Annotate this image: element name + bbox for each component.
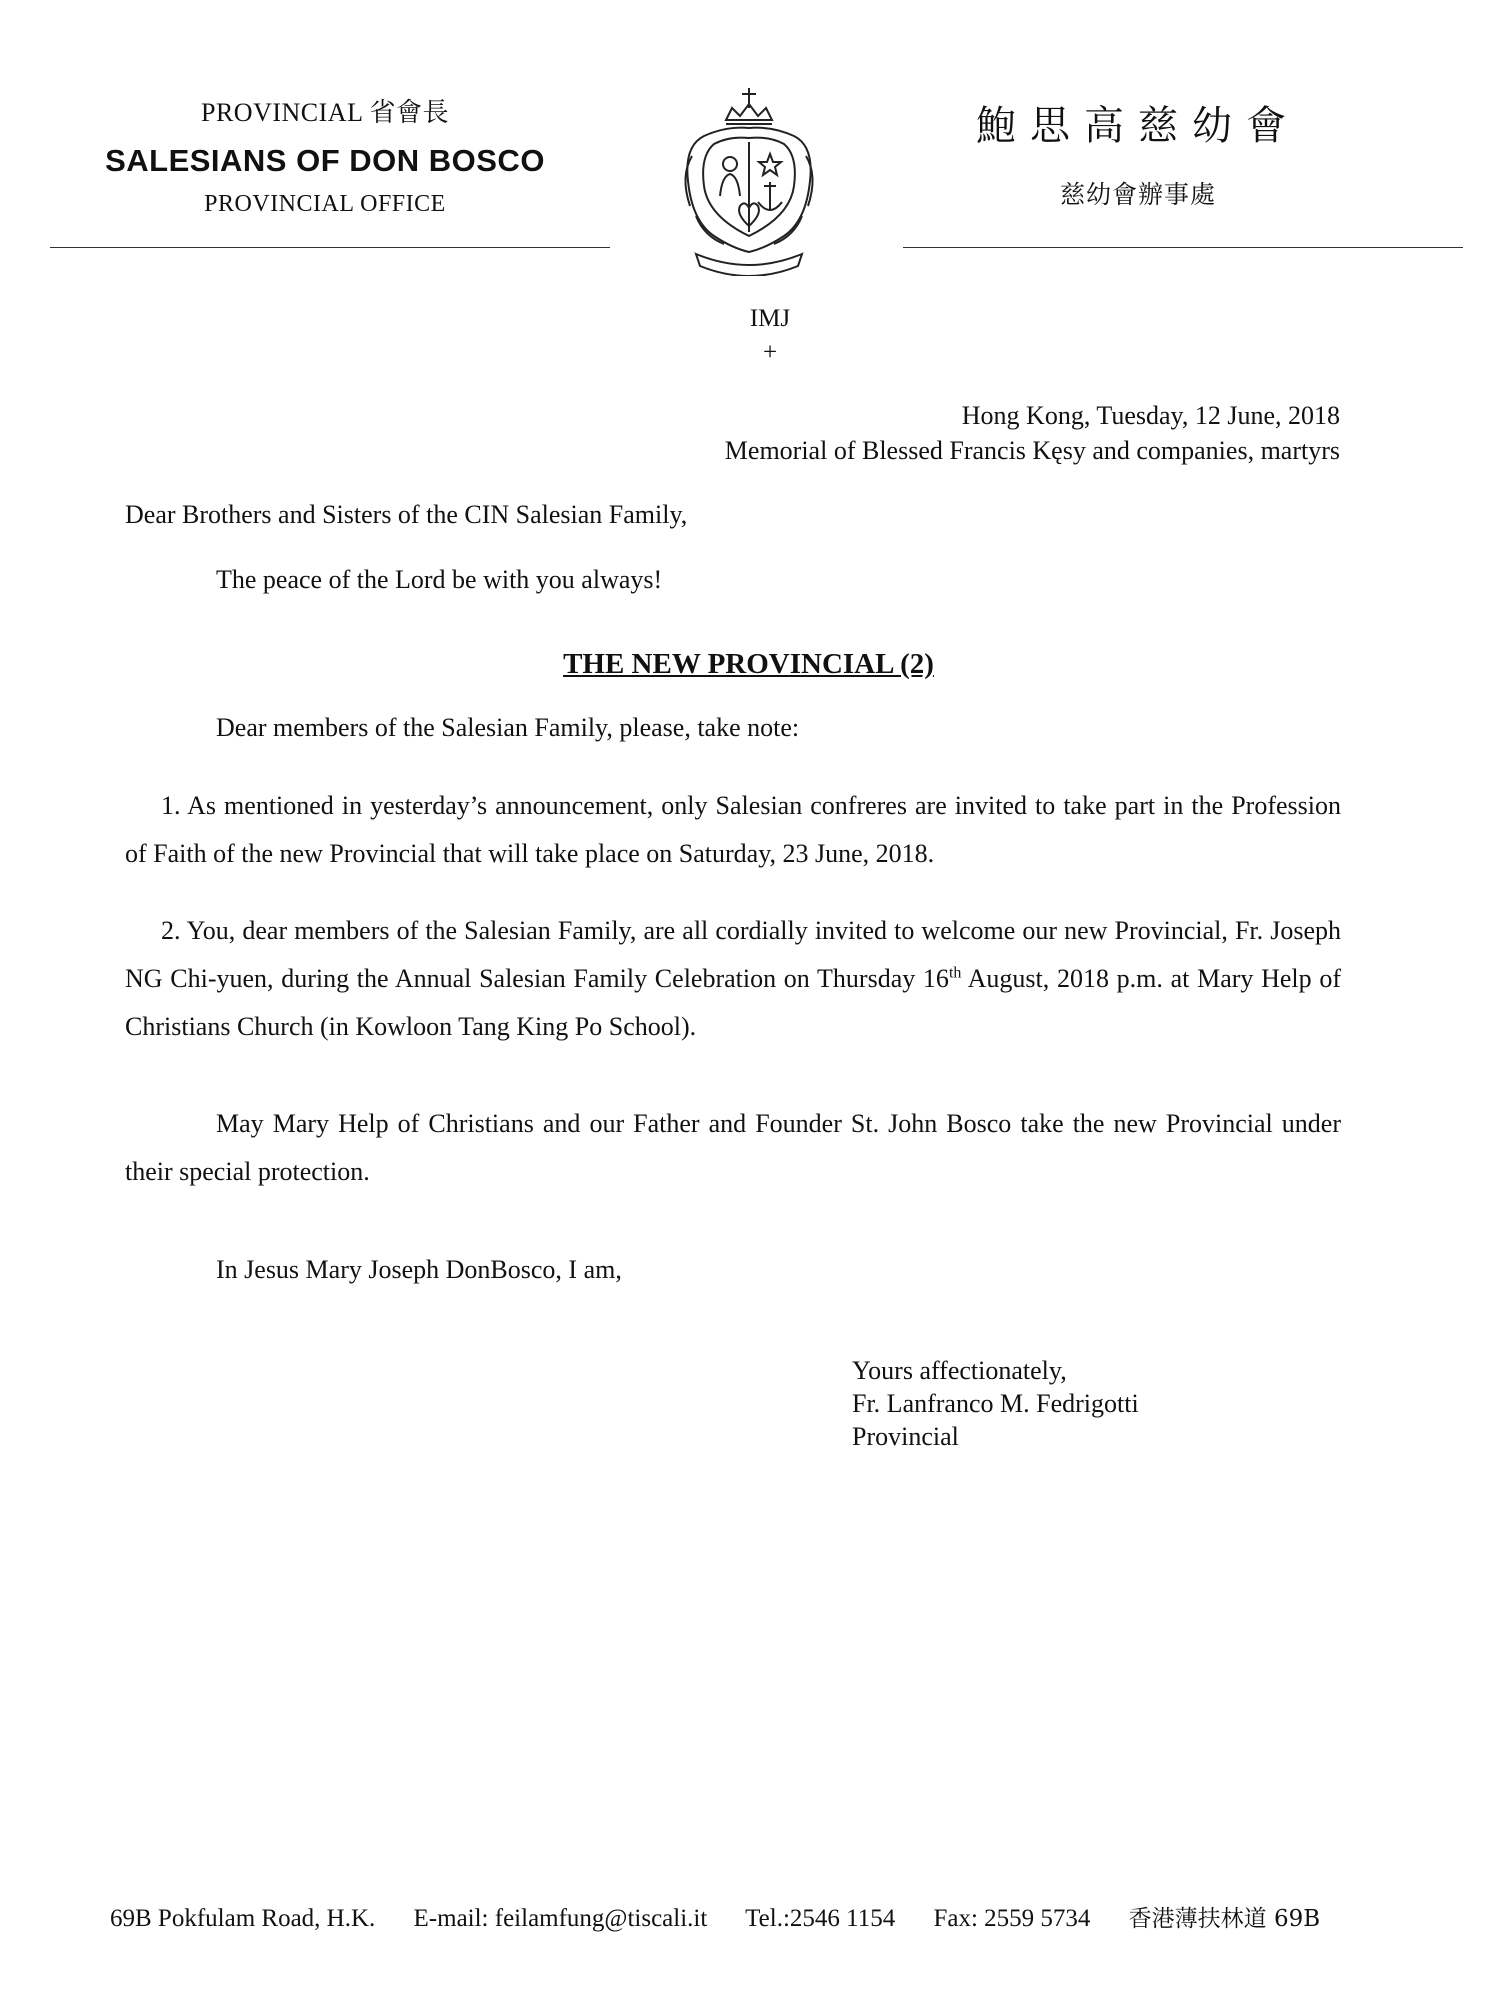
header-rule-left xyxy=(50,247,610,248)
peace-line: The peace of the Lord be with you always! xyxy=(216,565,663,594)
footer-contact xyxy=(110,1900,1320,1933)
ordinal-suffix: th xyxy=(948,964,962,982)
imj-heading xyxy=(700,302,840,370)
footer-tel: Tel.:2546 1154 xyxy=(745,1905,896,1932)
provincial-label: PROVINCIAL 省會長 xyxy=(201,98,449,127)
office-label-cn: 慈幼會辦事處 xyxy=(1059,180,1216,209)
imj-text: IMJ xyxy=(749,305,791,332)
point-1-text: 1. As mentioned in yesterday’s announcement, only Salesian confreres are invited to take part in the Profession of Faith of the new Provincial that will take place on Saturday, 23 June, 2018. xyxy=(125,791,1341,868)
signer-name: Fr. Lanfranco M. Fedrigotti xyxy=(852,1389,1139,1418)
date-block xyxy=(560,398,1340,468)
salesian-crest-icon xyxy=(674,86,824,276)
memorial-line: Memorial of Blessed Francis Kęsy and companies, martyrs xyxy=(724,436,1340,465)
organization-name-cn: 鮑思高慈幼會 xyxy=(976,103,1300,149)
blessing-text: May Mary Help of Christians and our Father and Founder St. John Bosco take the new Provincial under their special protection. xyxy=(125,1109,1341,1186)
footer-address-cn: 香港薄扶林道 69B xyxy=(1128,1906,1321,1932)
footer-fax: Fax: 2559 5734 xyxy=(933,1905,1091,1932)
valediction: Yours affectionately, xyxy=(852,1356,1067,1385)
letter-title: THE NEW PROVINCIAL (2) xyxy=(563,648,934,680)
footer-email: E-mail: feilamfung@tiscali.it xyxy=(413,1905,708,1932)
salutation: Dear Brothers and Sisters of the CIN Salesian Family, xyxy=(125,500,688,529)
letterhead-left xyxy=(40,92,610,218)
office-label: PROVINCIAL OFFICE xyxy=(204,191,446,217)
footer-address: 69B Pokfulam Road, H.K. xyxy=(110,1905,376,1932)
signature-block xyxy=(852,1354,1139,1453)
cross-icon: + xyxy=(762,339,778,366)
take-note-line: Dear members of the Salesian Family, please, take note: xyxy=(216,713,800,742)
point-1 xyxy=(125,782,1341,878)
point-2 xyxy=(125,907,1341,1051)
blessing-paragraph xyxy=(125,1100,1341,1196)
header-rule-right xyxy=(903,247,1463,248)
point-2-text-b: August, 2018 p.m. at Mary Help of Christians Church (in Kowloon Tang King Po School). xyxy=(125,964,1341,1041)
closing-line: In Jesus Mary Joseph DonBosco, I am, xyxy=(216,1255,622,1284)
signer-role: Provincial xyxy=(852,1422,959,1451)
date-line: Hong Kong, Tuesday, 12 June, 2018 xyxy=(961,401,1340,430)
organization-name: SALESIANS OF DON BOSCO xyxy=(105,143,545,178)
point-2-text-a: 2. You, dear members of the Salesian Family, are all cordially invited to welcome our new Provincial, Fr. Joseph NG Chi-yuen, during the Annual Salesian Family Celebration on Thursday 16 xyxy=(125,916,1341,993)
letterhead-right xyxy=(903,94,1373,211)
